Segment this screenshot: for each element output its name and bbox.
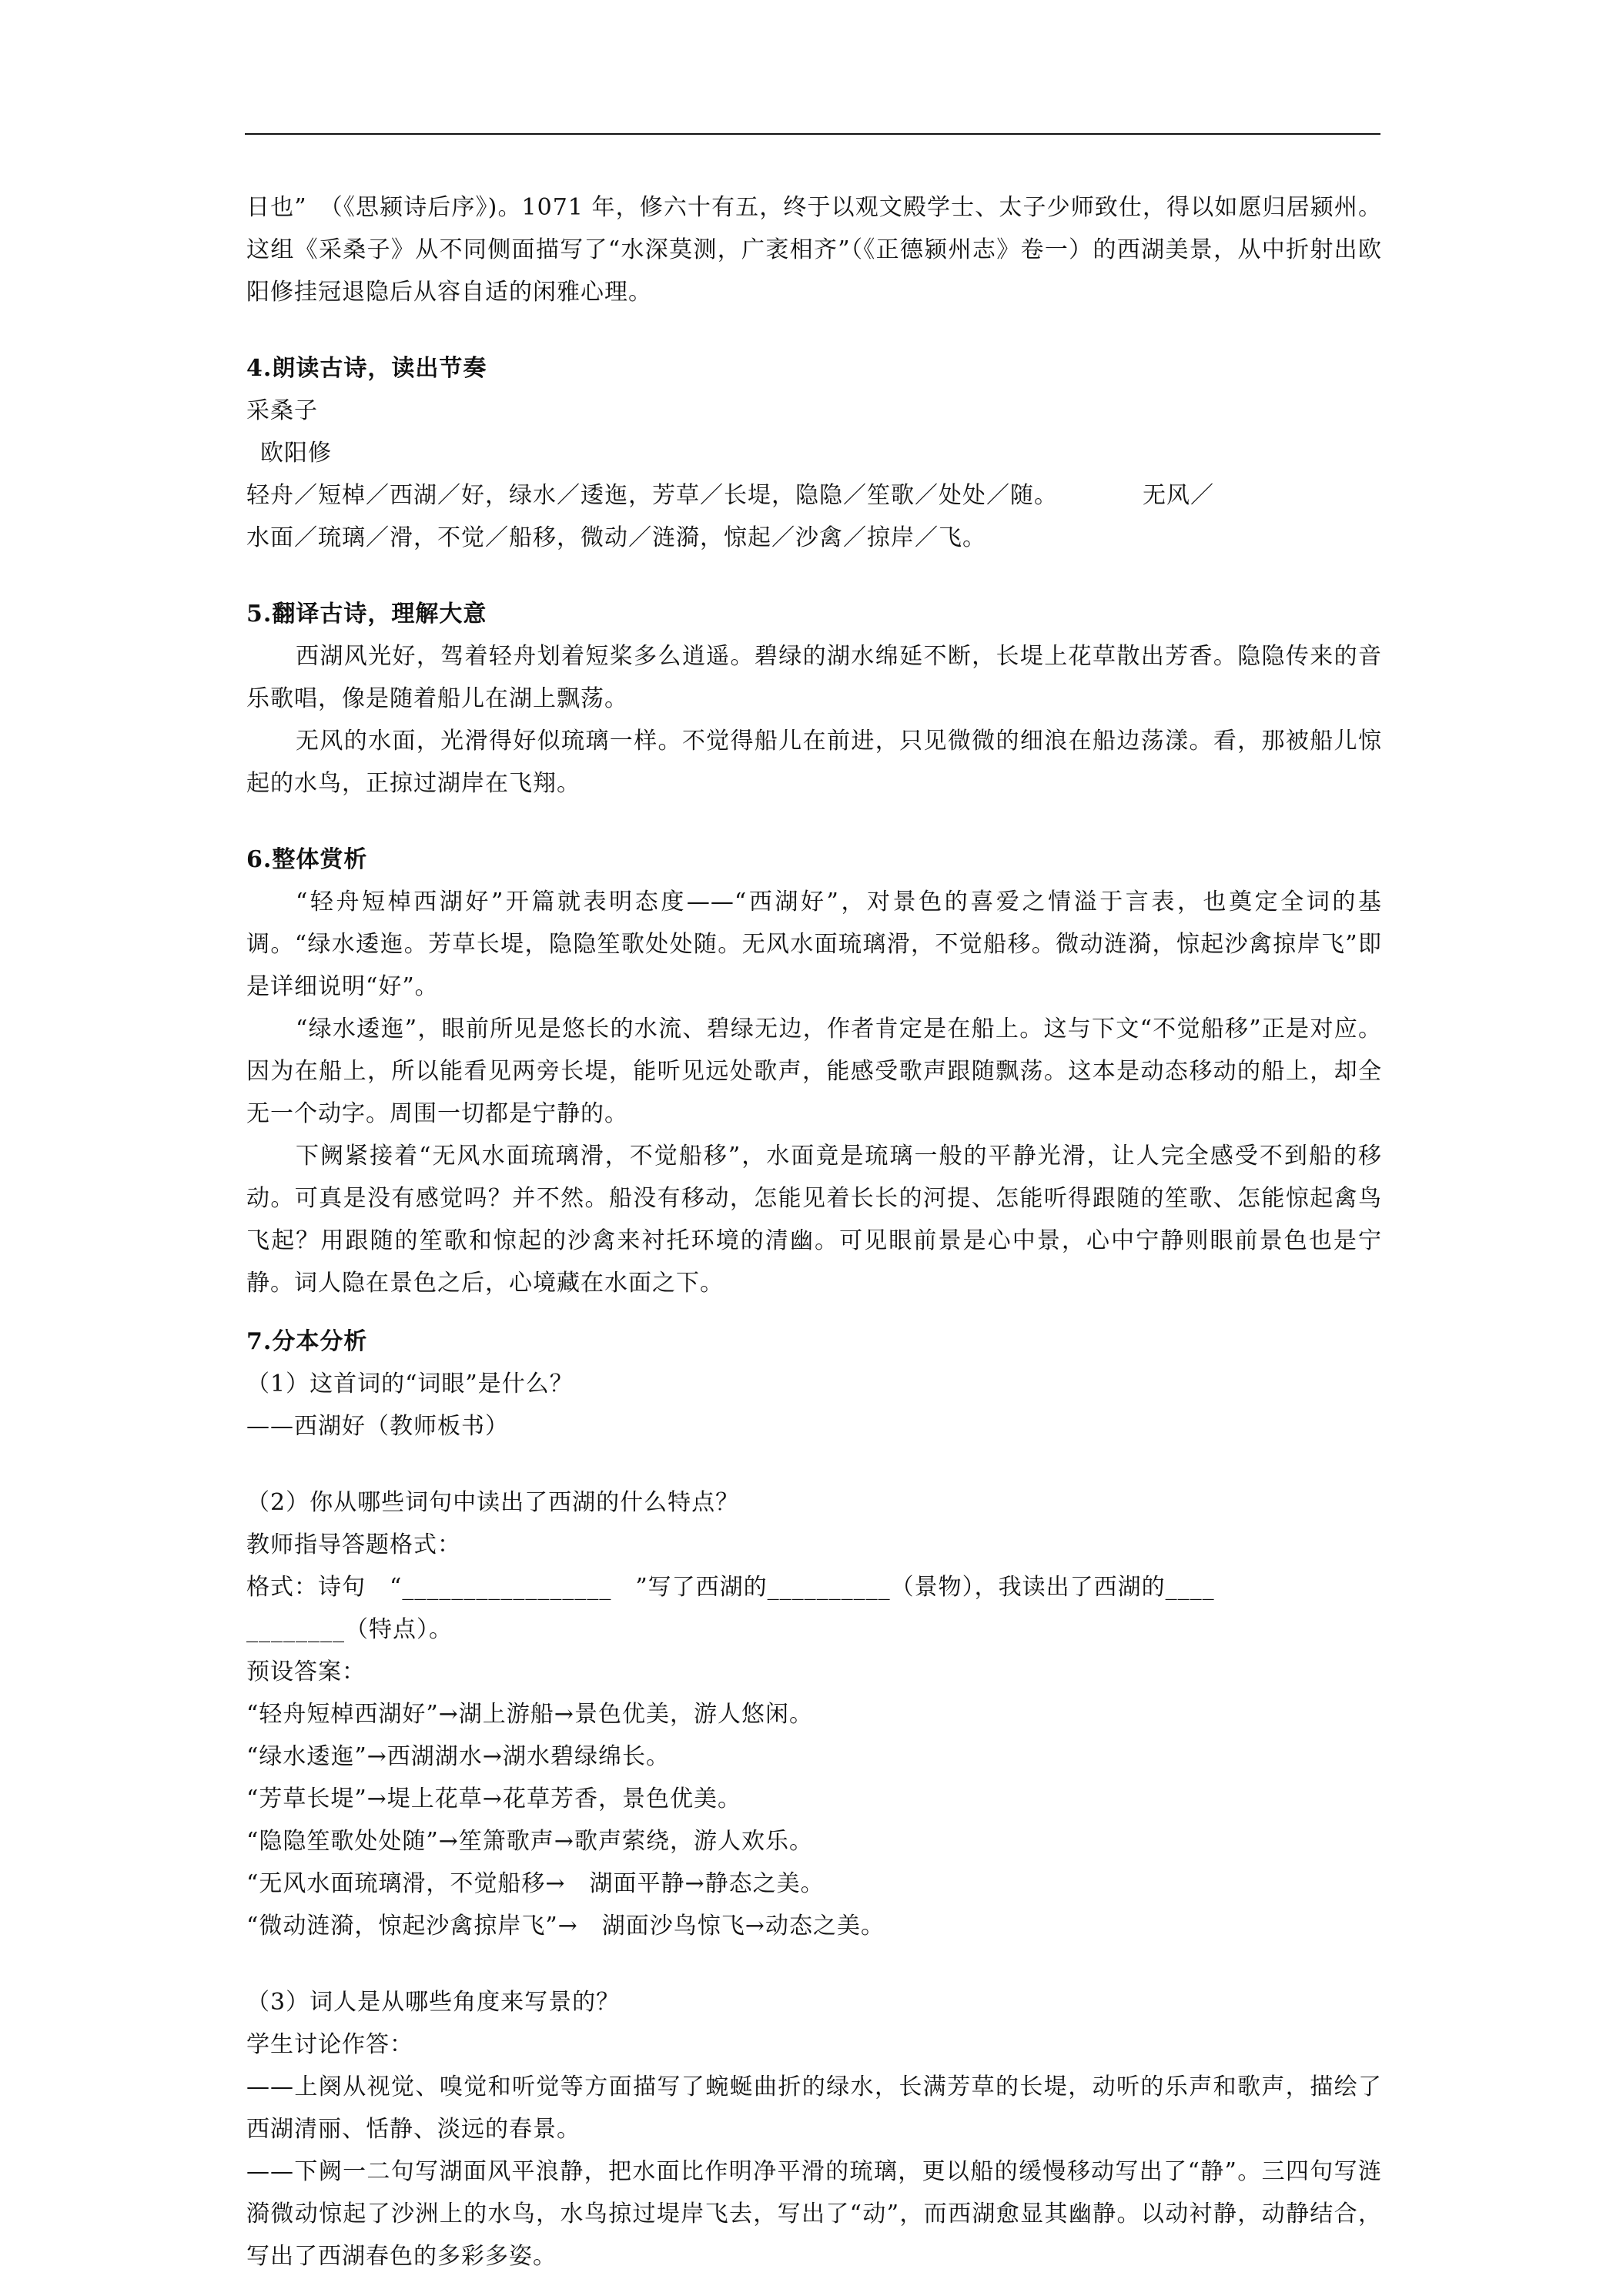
poem-rhythm-line-1 [246, 474, 1382, 517]
discussion-label: 学生讨论作答： [246, 2031, 413, 2058]
section-7-heading: 7.分本分析 [246, 1328, 368, 1355]
poem-rhythm-upper: 轻舟／短棹／西湖／好，绿水／逶迤，芳草／长堤，隐隐／笙歌／处处／随。 [246, 482, 1058, 509]
question-1: （1）这首词的“词眼”是什么？ [246, 1371, 574, 1397]
preset-answer-item: “芳草长堤”→堤上花草→花草芳香，景色优美。 [246, 1786, 741, 1812]
answer-3-lower: ——下阙一二句写湖面风平浪静，把水面比作明净平滑的琉璃，更以船的缓慢移动写出了“静”。三四句写涟漪微动惊起了沙洲上的水鸟，水鸟掠过堤岸飞去，写出了“动”，而西湖愈显其幽静。以动衬静，动静结合，写出了西湖春色的多彩多姿。 [246, 2158, 1382, 2270]
answer-guide-label: 教师指导答题格式： [246, 1531, 461, 1558]
preset-answer-item: “隐隐笙歌处处随”→笙箫歌声→歌声萦绕，游人欢乐。 [246, 1828, 813, 1855]
answer-3-upper: ——上阕从视觉、嗅觉和听觉等方面描写了蜿蜒曲折的绿水，长满芳草的长堤，动听的乐声和歌声，描绘了西湖清丽、恬静、淡远的春景。 [246, 2073, 1382, 2143]
appreciation-paragraph-3: 下阙紧接着“无风水面琉璃滑，不觉船移”，水面竟是琉璃一般的平静光滑，让人完全感受不到船的移动。可真是没有感觉吗？并不然。船没有移动，怎能见着长长的河提、怎能听得跟随的笙歌、怎能惊起禽鸟飞起？用跟随的笙歌和惊起的沙禽来衬托环境的清幽。可见眼前景是心中景，心中宁静则眼前景色也是宁静。词人隐在景色之后，心境藏在水面之下。 [246, 1143, 1382, 1297]
answer-format-line-2: ________（特点）。 [246, 1616, 453, 1643]
preset-answer-item: “微动涟漪，惊起沙禽掠岸飞”→ 湖面沙鸟惊飞→动态之美。 [246, 1913, 885, 1940]
header-rule [245, 133, 1380, 135]
preset-answer-item: “绿水逶迤”→西湖湖水→湖水碧绿绵长。 [246, 1743, 670, 1770]
section-4-heading: 4.朗读古诗，读出节奏 [246, 355, 487, 382]
poem-rhythm-line-2: 水面／琉璃／滑，不觉／船移，微动／涟漪，惊起／沙禽／掠岸／飞。 [246, 524, 986, 551]
answer-format-line-1: 格式：诗句 “_________________ ”写了西湖的__________（景物），我读出了西湖的____ [246, 1574, 1215, 1601]
question-2: （2）你从哪些词句中读出了西湖的什么特点？ [246, 1489, 740, 1516]
preset-answer-item: “无风水面琉璃滑，不觉船移→ 湖面平静→静态之美。 [246, 1870, 825, 1897]
document-body [246, 186, 1382, 2278]
appreciation-paragraph-1: “轻舟短棹西湖好”开篇就表明态度——“西湖好”，对景色的喜爱之情溢于言表，也奠定全词的基调。“绿水逶迤。芳草长堤，隐隐笙歌处处随。无风水面琉璃滑，不觉船移。微动涟漪，惊起沙禽掠岸飞”即是详细说明“好”。 [246, 889, 1382, 1000]
intro-paragraph: 日也” （《思颍诗后序》)。1071 年，修六十有五，终于以观文殿学士、太子少师致仕，得以如愿归居颍州。这组《采桑子》从不同侧面描写了“水深莫测，广袤相齐”（《正德颍州志》卷一）的西湖美景，从中折射出欧阳修挂冠退隐后从容自适的闲雅心理。 [246, 194, 1382, 306]
question-3: （3）词人是从哪些角度来写景的？ [246, 1989, 621, 2016]
translation-paragraph-1: 西湖风光好，驾着轻舟划着短桨多么逍遥。碧绿的湖水绵延不断，长堤上花草散出芳香。隐隐传来的音乐歌唱，像是随着船儿在湖上飘荡。 [246, 643, 1382, 712]
answer-1: ——西湖好（教师板书） [246, 1413, 509, 1440]
preset-answer-label: 预设答案： [246, 1658, 366, 1685]
preset-answer-item: “轻舟短棹西湖好”→湖上游船→景色优美，游人悠闲。 [246, 1701, 813, 1728]
poem-rhythm-lower-start: 无风／ [1143, 482, 1214, 509]
translation-paragraph-2: 无风的水面，光滑得好似琉璃一样。不觉得船儿在前进，只见微微的细浪在船边荡漾。看，那被船儿惊起的水鸟，正掠过湖岸在飞翔。 [246, 728, 1382, 797]
section-6-heading: 6.整体赏析 [246, 846, 368, 873]
poem-author: 欧阳修 [260, 440, 332, 467]
appreciation-paragraph-2: “绿水逶迤”，眼前所见是悠长的水流、碧绿无边，作者肯定是在船上。这与下文“不觉船移”正是对应。因为在船上，所以能看见两旁长堤，能听见远处歌声，能感受歌声跟随飘荡。这本是动态移动的船上，却全无一个动字。周围一切都是宁静的。 [246, 1016, 1382, 1127]
section-5-heading: 5.翻译古诗，理解大意 [246, 601, 487, 628]
poem-title: 采桑子 [246, 397, 318, 424]
